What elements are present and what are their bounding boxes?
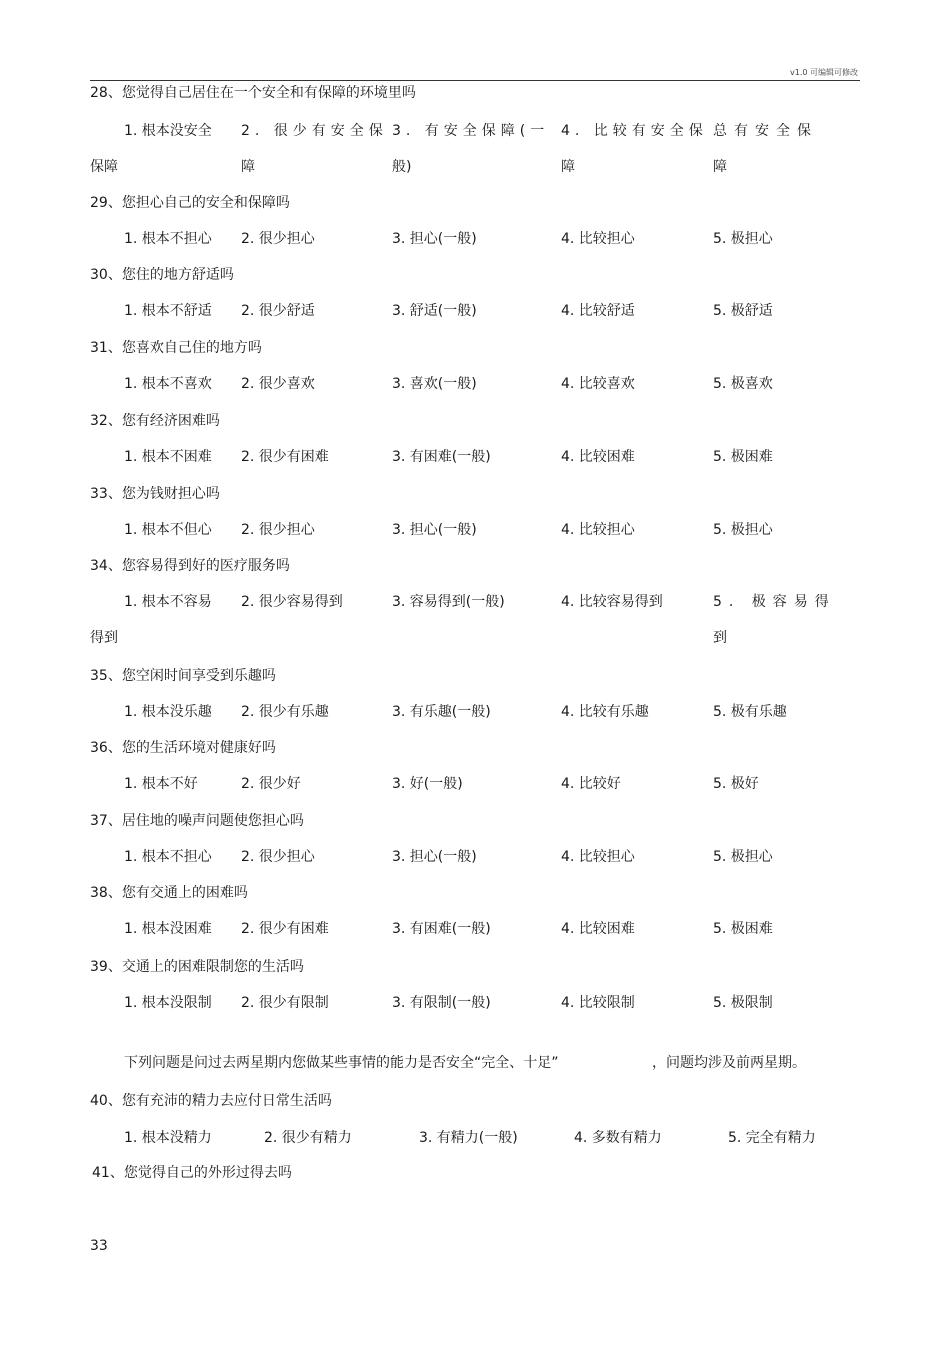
question-28: 28、您觉得自己居住在一个安全和有保障的环境里吗 <box>90 85 416 101</box>
q32-option-3: 3. 有困难(一般) <box>392 449 491 465</box>
page-number: 33 <box>90 1238 108 1254</box>
question-31: 31、您喜欢自己住的地方吗 <box>90 340 262 356</box>
q33-option-3: 3. 担心(一般) <box>392 522 477 538</box>
q38-option-1: 1. 根本没困难 <box>124 921 212 937</box>
q34-option-2: 2. 很少容易得到 <box>241 594 343 610</box>
q33-option-5: 5. 极担心 <box>713 522 773 538</box>
q32-option-1: 1. 根本不困难 <box>124 449 212 465</box>
q31-option-5: 5. 极喜欢 <box>713 376 773 392</box>
question-41: 41、您觉得自己的外形过得去吗 <box>92 1165 292 1181</box>
question-36: 36、您的生活环境对健康好吗 <box>90 740 276 756</box>
section-intro-cont: ，问题均涉及前两星期。 <box>652 1055 806 1071</box>
q28-option-1-cont: 保障 <box>90 159 118 175</box>
q34-option-4: 4. 比较容易得到 <box>561 594 663 610</box>
q30-option-5: 5. 极舒适 <box>713 303 773 319</box>
header-rule <box>90 80 860 81</box>
question-35: 35、您空闲时间享受到乐趣吗 <box>90 668 276 684</box>
q33-option-4: 4. 比较担心 <box>561 522 635 538</box>
q35-option-4: 4. 比较有乐趣 <box>561 704 649 720</box>
q29-option-4: 4. 比较担心 <box>561 231 635 247</box>
q32-option-4: 4. 比较困难 <box>561 449 635 465</box>
q35-option-5: 5. 极有乐趣 <box>713 704 787 720</box>
q28-option-2-cont: 障 <box>241 159 255 175</box>
question-29: 29、您担心自己的安全和保障吗 <box>90 195 290 211</box>
q33-option-1: 1. 根本不但心 <box>124 522 212 538</box>
q29-option-2: 2. 很少担心 <box>241 231 315 247</box>
q40-option-4: 4. 多数有精力 <box>574 1130 662 1146</box>
q28-option-3: 3. 有安全保障(一 <box>392 123 550 139</box>
question-33: 33、您为钱财担心吗 <box>90 486 220 502</box>
question-39: 39、交通上的困难限制您的生活吗 <box>90 959 304 975</box>
q35-option-2: 2. 很少有乐趣 <box>241 704 329 720</box>
q28-option-3-cont: 般) <box>392 159 412 175</box>
q38-option-2: 2. 很少有困难 <box>241 921 329 937</box>
q29-option-1: 1. 根本不担心 <box>124 231 212 247</box>
q34-option-3: 3. 容易得到(一般) <box>392 594 505 610</box>
section-intro: 下列问题是问过去两星期内您做某些事情的能力是否安全“完全、十足” <box>124 1055 559 1071</box>
q28-option-5-cont: 障 <box>713 159 727 175</box>
q31-option-1: 1. 根本不喜欢 <box>124 376 212 392</box>
q35-option-3: 3. 有乐趣(一般) <box>392 704 491 720</box>
q28-option-2: 2. 很少有安全保 <box>241 123 388 139</box>
q31-option-3: 3. 喜欢(一般) <box>392 376 477 392</box>
q34-option-5: 5. 极容易得 <box>713 594 836 610</box>
q37-option-5: 5. 极担心 <box>713 849 773 865</box>
q34-option-1: 1. 根本不容易 <box>124 594 212 610</box>
q38-option-3: 3. 有困难(一般) <box>392 921 491 937</box>
q36-option-4: 4. 比较好 <box>561 776 621 792</box>
q33-option-2: 2. 很少担心 <box>241 522 315 538</box>
q39-option-1: 1. 根本没限制 <box>124 995 212 1011</box>
q32-option-5: 5. 极困难 <box>713 449 773 465</box>
question-30: 30、您住的地方舒适吗 <box>90 267 234 283</box>
q29-option-3: 3. 担心(一般) <box>392 231 477 247</box>
q28-option-1: 1. 根本没安全 <box>124 123 212 139</box>
header-version: v1.0 可编辑可修改 <box>790 68 858 77</box>
q29-option-5: 5. 极担心 <box>713 231 773 247</box>
q28-option-4-cont: 障 <box>561 159 575 175</box>
q34-option-1-cont: 得到 <box>90 630 118 646</box>
q36-option-3: 3. 好(一般) <box>392 776 463 792</box>
q36-option-2: 2. 很少好 <box>241 776 301 792</box>
q28-option-4: 4. 比较有安全保 <box>561 123 708 139</box>
q39-option-2: 2. 很少有限制 <box>241 995 329 1011</box>
q40-option-1: 1. 根本没精力 <box>124 1130 212 1146</box>
q30-option-2: 2. 很少舒适 <box>241 303 315 319</box>
question-34: 34、您容易得到好的医疗服务吗 <box>90 558 290 574</box>
q39-option-3: 3. 有限制(一般) <box>392 995 491 1011</box>
q40-option-5: 5. 完全有精力 <box>728 1130 816 1146</box>
q31-option-2: 2. 很少喜欢 <box>241 376 315 392</box>
q32-option-2: 2. 很少有困难 <box>241 449 329 465</box>
q37-option-3: 3. 担心(一般) <box>392 849 477 865</box>
question-40: 40、您有充沛的精力去应付日常生活吗 <box>90 1093 332 1109</box>
q37-option-1: 1. 根本不担心 <box>124 849 212 865</box>
q39-option-5: 5. 极限制 <box>713 995 773 1011</box>
q35-option-1: 1. 根本没乐趣 <box>124 704 212 720</box>
question-38: 38、您有交通上的困难吗 <box>90 885 248 901</box>
q40-option-3: 3. 有精力(一般) <box>419 1130 518 1146</box>
q40-option-2: 2. 很少有精力 <box>264 1130 352 1146</box>
q39-option-4: 4. 比较限制 <box>561 995 635 1011</box>
q30-option-3: 3. 舒适(一般) <box>392 303 477 319</box>
q37-option-4: 4. 比较担心 <box>561 849 635 865</box>
q36-option-5: 5. 极好 <box>713 776 759 792</box>
question-37: 37、居住地的噪声问题使您担心吗 <box>90 813 304 829</box>
q37-option-2: 2. 很少担心 <box>241 849 315 865</box>
q38-option-5: 5. 极困难 <box>713 921 773 937</box>
q34-option-5-cont: 到 <box>713 630 727 646</box>
q30-option-4: 4. 比较舒适 <box>561 303 635 319</box>
q38-option-4: 4. 比较困难 <box>561 921 635 937</box>
q31-option-4: 4. 比较喜欢 <box>561 376 635 392</box>
q36-option-1: 1. 根本不好 <box>124 776 198 792</box>
q28-option-5: 总有安全保 <box>713 123 818 139</box>
question-32: 32、您有经济困难吗 <box>90 413 220 429</box>
q30-option-1: 1. 根本不舒适 <box>124 303 212 319</box>
